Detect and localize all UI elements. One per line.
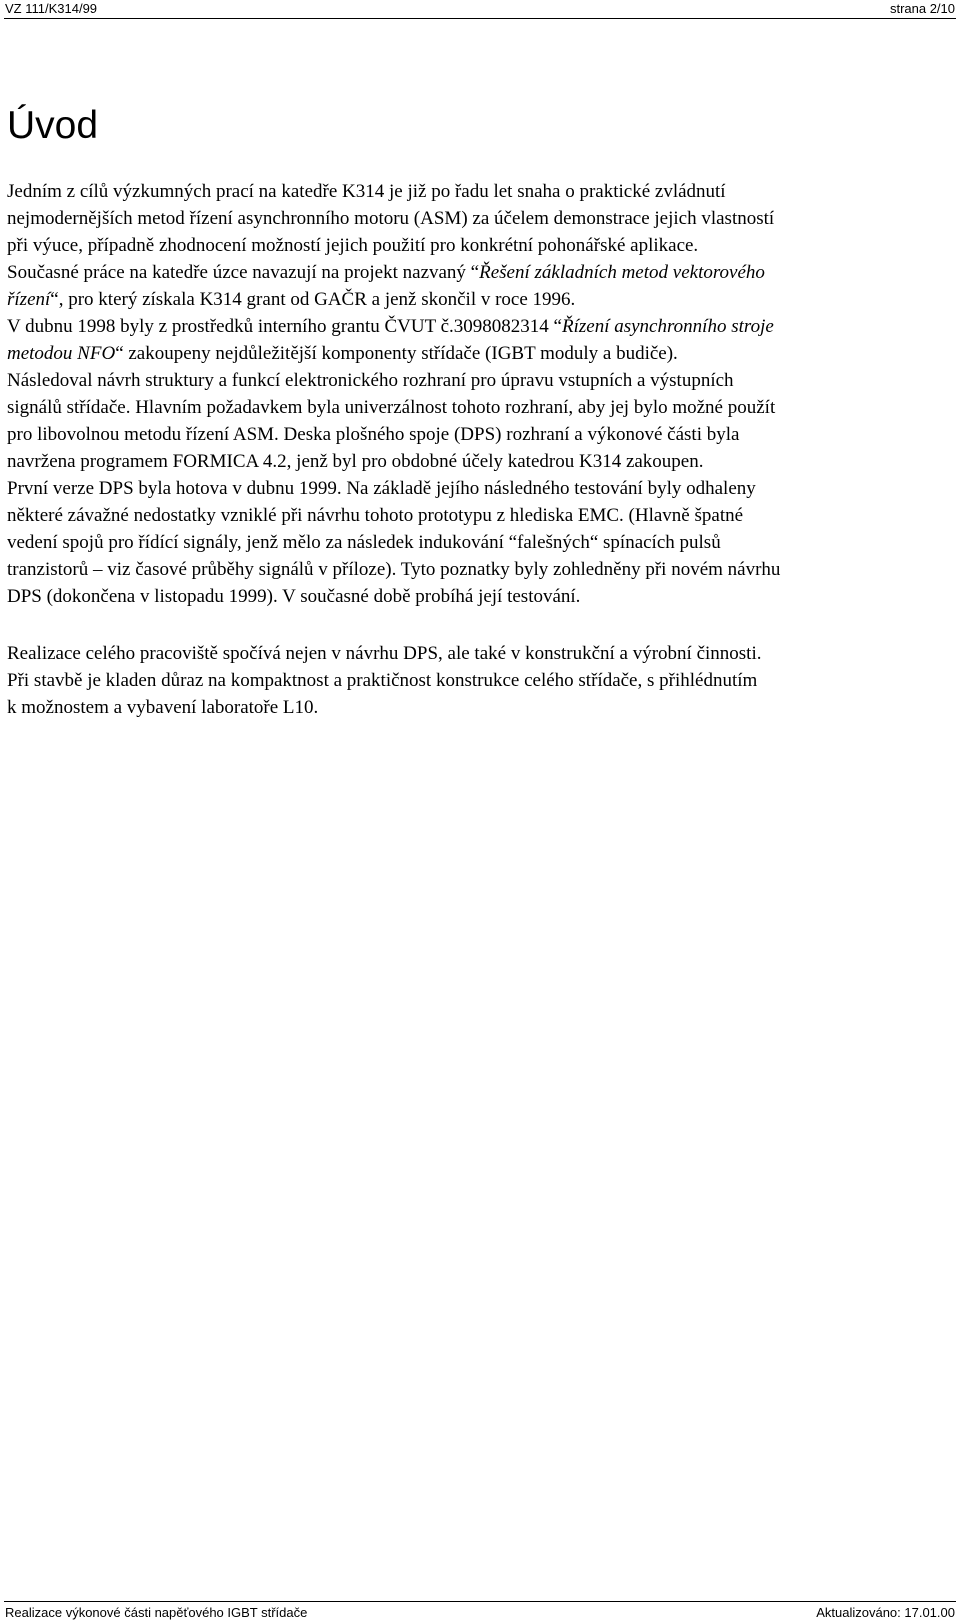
text-line: Následoval návrh struktury a funkcí elektronického rozhraní pro úpravu vstupních a výstupních <box>7 370 734 391</box>
header-rule <box>4 18 956 19</box>
text-line: Současné práce na katedře úzce navazují na projekt nazvaný “Řešení základních metod vektorového <box>7 262 765 283</box>
grant-title-italic: metodou NFO <box>7 343 116 364</box>
text-line: Realizace celého pracoviště spočívá nejen v návrhu DPS, ale také v konstrukční a výrobní činnosti. <box>7 643 762 664</box>
text-line: tranzistorů – viz časové průběhy signálů v příloze). Tyto poznatky byly zohledněny při novém návrhu <box>7 559 781 580</box>
text-line: řízení“, pro který získala K314 grant od GAČR a jenž skončil v roce 1996. <box>7 289 576 310</box>
updated-date: Aktualizováno: 17.01.00 <box>816 1605 955 1620</box>
paragraph-workplace <box>7 640 953 721</box>
text-line: některé závažné nedostatky vzniklé při návrhu tohoto prototypu z hlediska EMC. (Hlavně špatné <box>7 505 744 526</box>
document-title: Realizace výkonové části napěťového IGBT střídače <box>5 1605 308 1620</box>
text-line: signálů střídače. Hlavním požadavkem byla univerzálnost tohoto rozhraní, aby jej bylo možné použít <box>7 397 776 418</box>
text-line: metodou NFO“ zakoupeny nejdůležitější komponenty střídače (IGBT moduly a budiče). <box>7 343 678 364</box>
paragraph-intro <box>7 178 953 610</box>
text-line: vedení spojů pro řídící signály, jenž mělo za následek indukování “falešných“ spínacích pulsů <box>7 532 721 553</box>
text-line: V dubnu 1998 byly z prostředků interního grantu ČVUT č.3098082314 “Řízení asynchronního stroje <box>7 316 774 337</box>
page-header <box>0 1 960 17</box>
project-title-italic: Řešení základních metod vektorového <box>479 262 765 283</box>
footer-rule <box>4 1601 956 1602</box>
page-number: strana 2/10 <box>889 1 955 16</box>
text-line: pro libovolnou metodu řízení ASM. Deska plošného spoje (DPS) rozhraní a výkonové části byla <box>7 424 740 445</box>
text-line: Při stavbě je kladen důraz na kompaktnost a praktičnost konstrukce celého střídače, s přihlédnutím <box>7 670 758 691</box>
project-title-italic: řízení <box>7 289 51 310</box>
page-footer <box>0 1605 960 1621</box>
text-line: k možnostem a vybavení laboratoře L10. <box>7 697 319 718</box>
text-line: DPS (dokončena v listopadu 1999). V současné době probíhá její testování. <box>7 586 581 607</box>
grant-title-italic: Řízení asynchronního stroje <box>561 316 774 337</box>
section-title: Úvod <box>7 104 99 147</box>
text-line: Jedním z cílů výzkumných prací na katedře K314 je již po řadu let snaha o praktické zvládnutí <box>7 181 726 202</box>
text-line: při výuce, případně zhodnocení možností jejich použití pro konkrétní pohonářské aplikace. <box>7 235 699 256</box>
text-line: nejmodernějších metod řízení asynchronního motoru (ASM) za účelem demonstrace jejich vlastností <box>7 208 775 229</box>
text-line: První verze DPS byla hotova v dubnu 1999. Na základě jejího následného testování byly odhaleny <box>7 478 756 499</box>
document-id: VZ 111/K314/99 <box>5 1 98 16</box>
text-line: navržena programem FORMICA 4.2, jenž byl pro obdobné účely katedrou K314 zakoupen. <box>7 451 704 472</box>
